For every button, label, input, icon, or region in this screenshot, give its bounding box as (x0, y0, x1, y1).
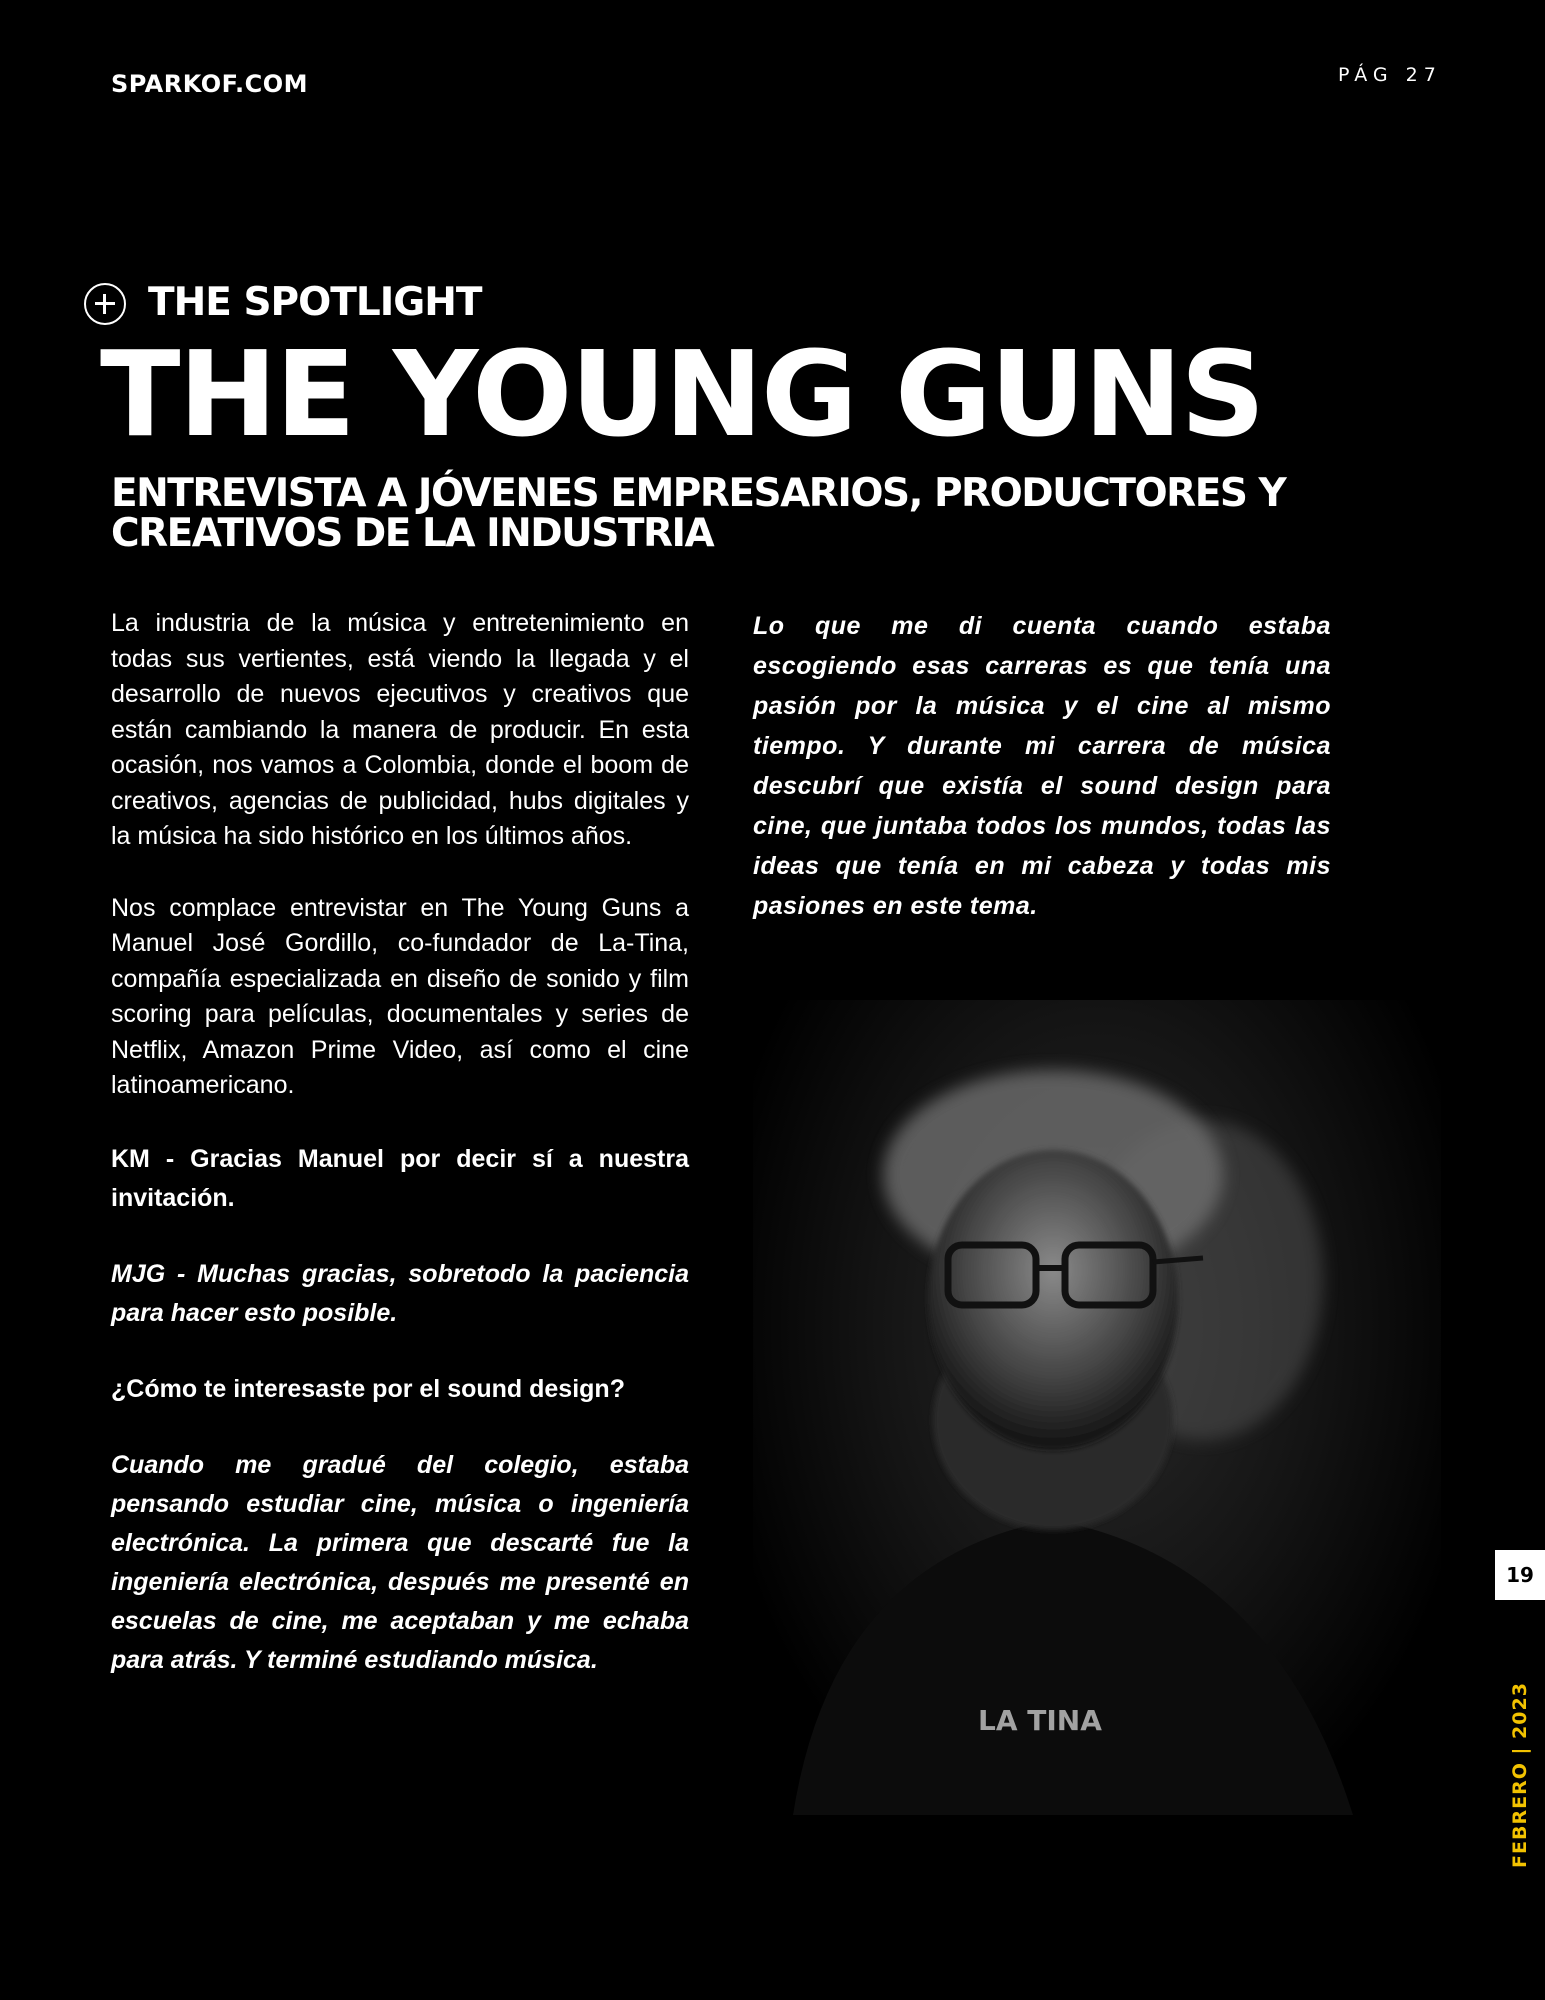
interview-question-2: ¿Cómo te interesaste por el sound design? (111, 1374, 625, 1403)
interview-answer-2: Cuando me gradué del colegio, estaba pensando estudiar cine, música o ingeniería electrónica. La primera que descarté fue la ingeniería electrónica, después me presenté en escuelas de cine, me aceptaban y me echaba para atrás. Y terminé estudiando música. (111, 1450, 689, 1674)
interview-answer-2-continued: Lo que me di cuenta cuando estaba escogiendo esas carreras es que tenía una pasión por la música y el cine al mismo tiempo. Y durante mi carrera de música descubrí que existía el sound design para cine, que juntaba todos los mundos, todas las ideas que tenía en mi cabeza y todas mis pasiones en este tema. (753, 612, 1331, 920)
interview-question-1: KM - Gracias Manuel por decir sí a nuestra invitación. (111, 1144, 689, 1212)
intro-paragraph-1: La industria de la música y entretenimiento en todas sus vertientes, está viendo la llegada y el desarrollo de nuevos ejecutivos y creativos que están cambiando la manera de producir. En esta ocasión, nos vamos a Colombia, donde el boom de creativos, agencias de publicidad, hubs digitales y la música ha sido histórico en los últimos años. (111, 609, 689, 850)
section-kicker (84, 279, 482, 325)
right-column (753, 606, 1331, 926)
left-column (111, 606, 689, 1717)
page-label: PÁG 27 (1338, 64, 1442, 86)
subheadline: ENTREVISTA A JÓVENES EMPRESARIOS, PRODUCTORES Y CREATIVOS DE LA INDUSTRIA (111, 471, 1286, 556)
interview-answer-1: MJG - Muchas gracias, sobretodo la paciencia para hacer esto posible. (111, 1259, 689, 1327)
kicker-text: THE SPOTLIGHT (148, 279, 482, 325)
portrait-photo (753, 1000, 1441, 1815)
shirt-logo-text: LA TINA (978, 1704, 1102, 1737)
intro-paragraph-2: Nos complace entrevistar en The Young Guns a Manuel José Gordillo, co-fundador de La-Tina, compañía especializada en diseño de sonido y film scoring para películas, documentales y series de Netflix, Amazon Prime Video, así como el cine latinoamericano. (111, 893, 689, 1099)
headline: THE YOUNG GUNS (100, 325, 1264, 463)
issue-date: FEBRERO | 2023 (1509, 1682, 1531, 1868)
plus-circle-icon (84, 283, 126, 325)
site-name: SPARKOF.COM (111, 70, 309, 98)
page-number-box: 19 (1495, 1550, 1545, 1600)
